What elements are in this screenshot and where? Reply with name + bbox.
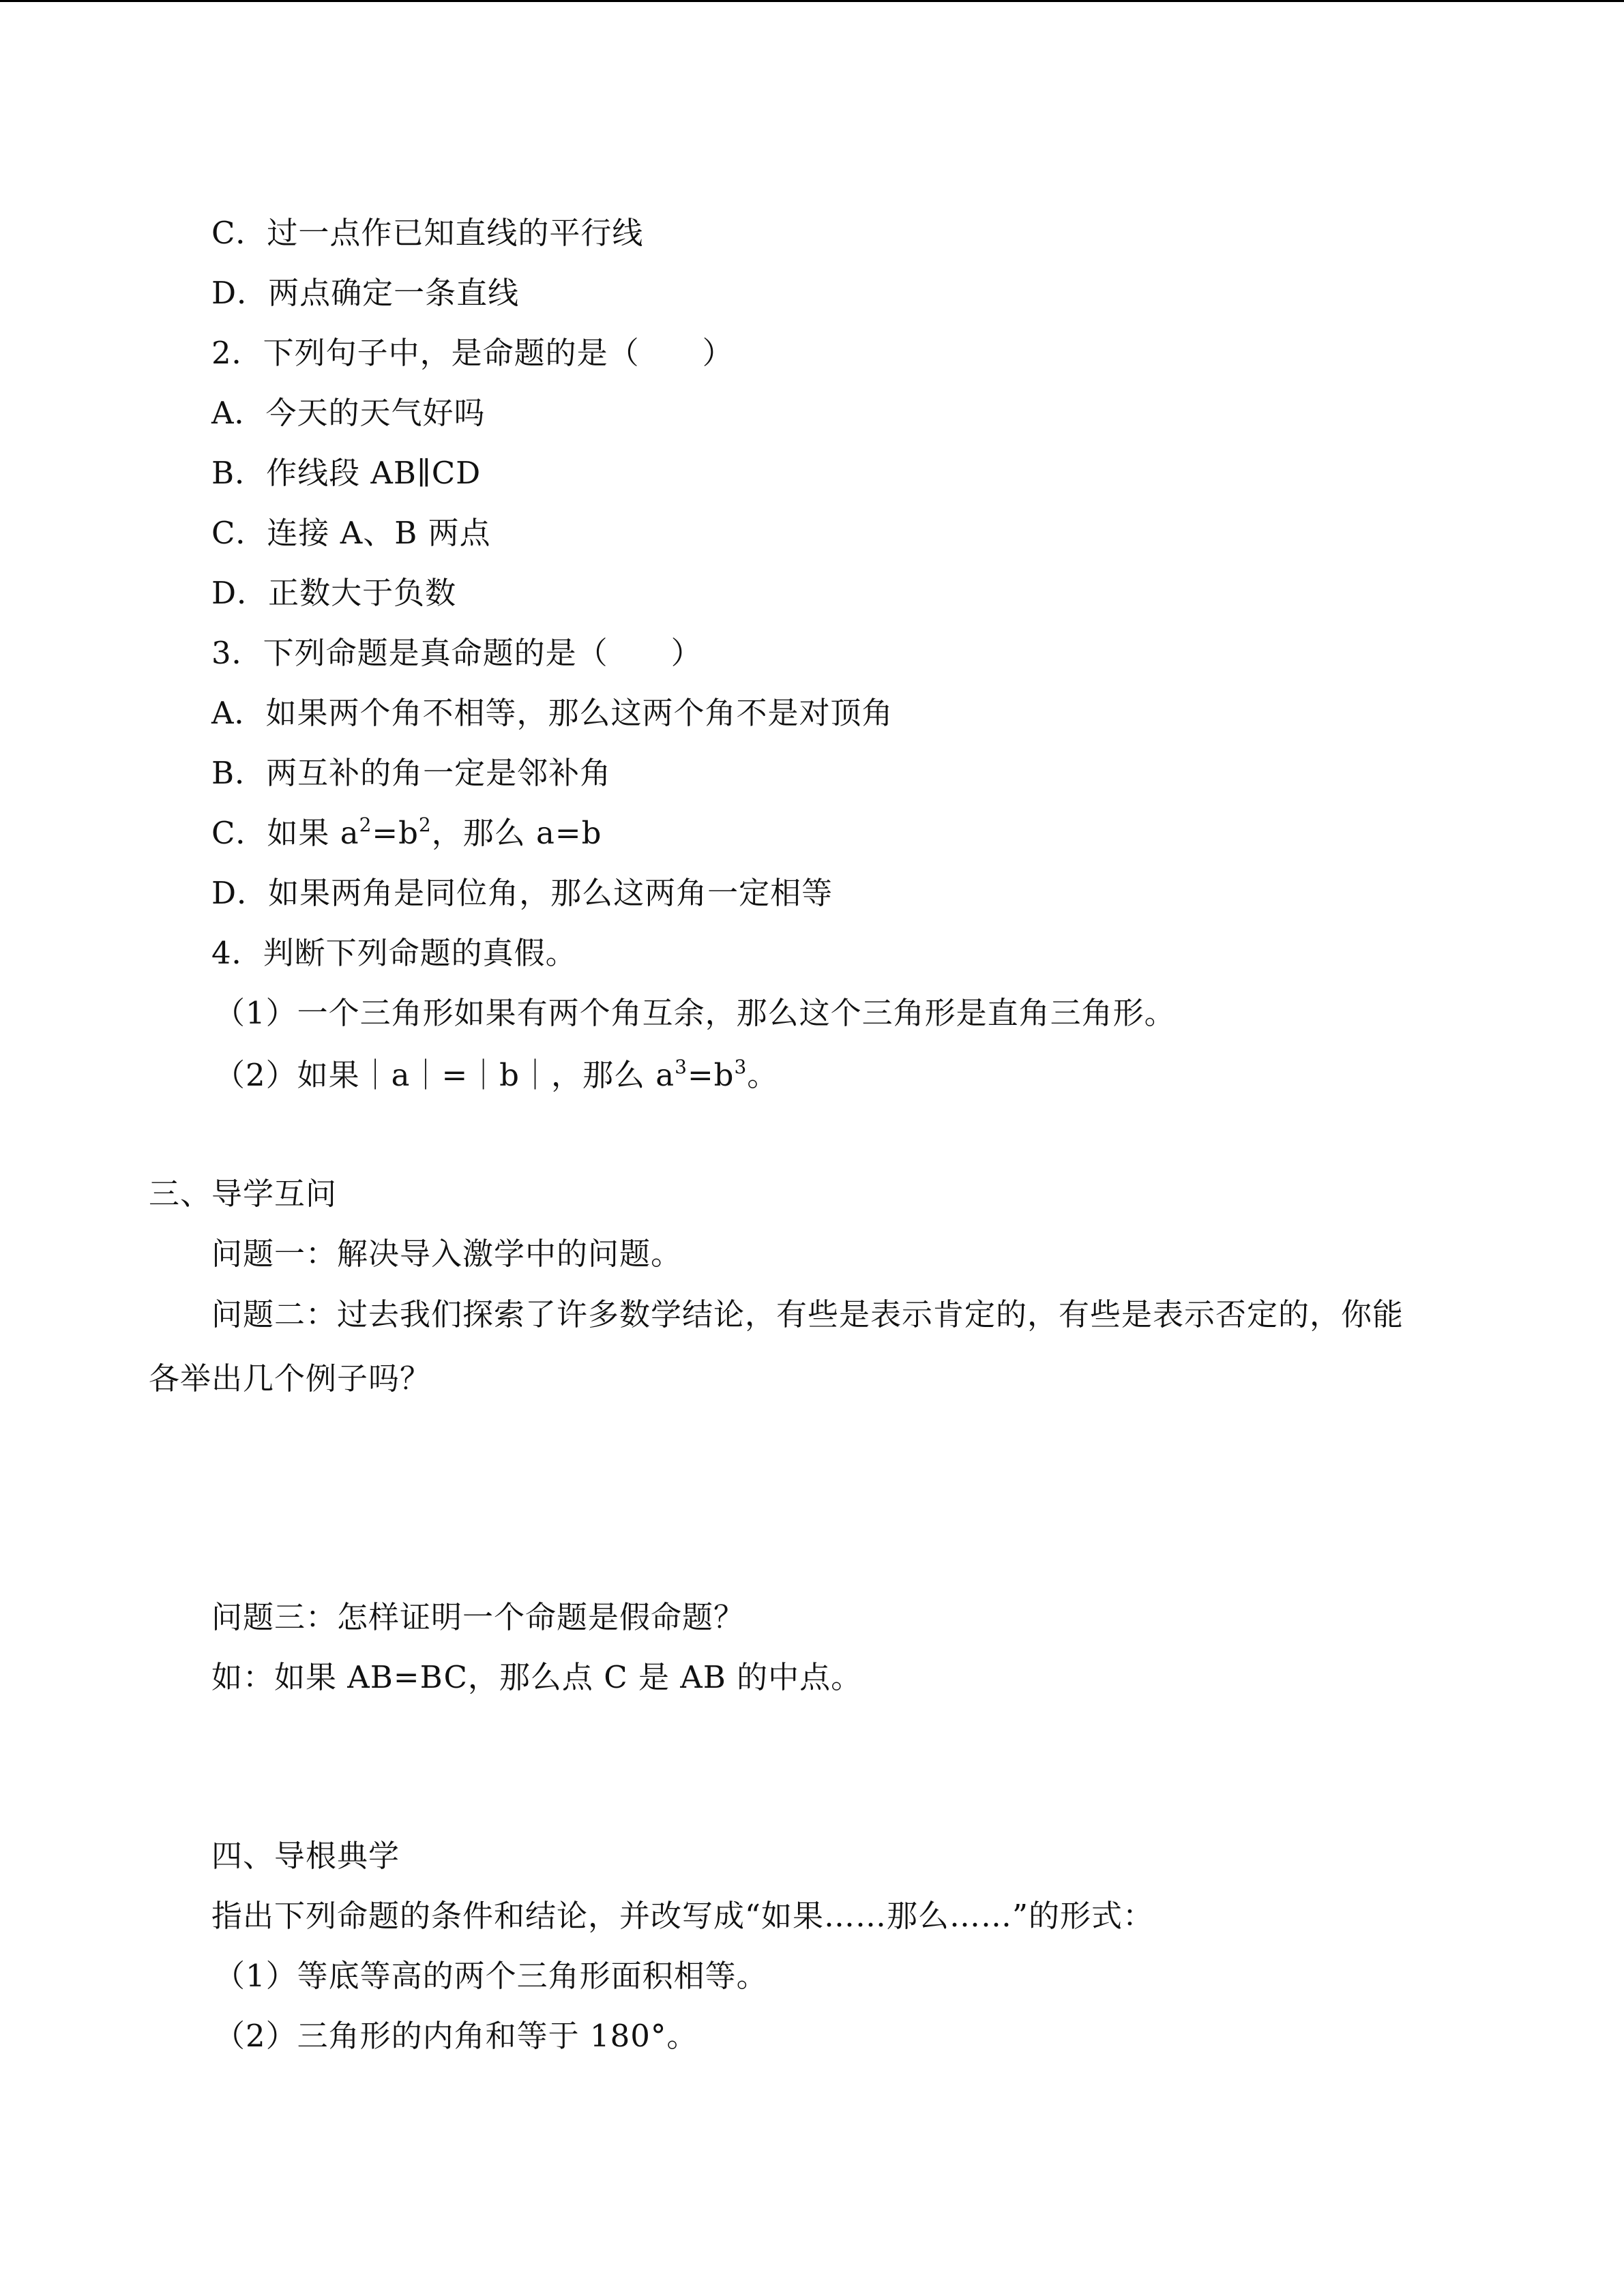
q3-option-c-prefix: C．如果 a [211,815,359,851]
q3-option-d: D．如果两角是同位角，那么这两角一定相等 [211,875,833,911]
section-3-problem-3: 问题三：怎样证明一个命题是假命题？ [211,1599,745,1635]
section-3-heading: 三、导学互问 [149,1176,338,1212]
q4-item-2-exponent-1: 3 [675,1056,688,1078]
q1-option-d: D．两点确定一条直线 [211,275,520,311]
q3-option-c-suffix: ，那么 a=b [431,815,602,851]
section-4-instruction: 指出下列命题的条件和结论，并改写成“如果……那么……”的形式： [211,1898,1155,1934]
section-4-heading: 四、导根典学 [211,1838,400,1874]
q4-stem: 4．判断下列命题的真假。 [211,935,577,971]
q4-item-2-mid: =b [687,1057,735,1093]
q4-item-2-exponent-2: 3 [734,1056,748,1078]
top-border-rule [0,0,1624,2]
q3-option-c-mid: =b [372,815,419,851]
q3-stem: 3．下列命题是真命题的是（ ） [211,635,703,671]
section-3-example: 如：如果 AB=BC，那么点 C 是 AB 的中点。 [211,1659,863,1695]
section-4-item-1: （1）等底等高的两个三角形面积相等。 [214,1958,768,1994]
q2-option-a: A．今天的天气好吗 [211,395,486,431]
q3-option-b: B．两互补的角一定是邻补角 [211,755,612,791]
q4-item-1: （1）一个三角形如果有两个角互余，那么这个三角形是直角三角形。 [214,995,1176,1031]
q2-stem: 2．下列句子中，是命题的是（ ） [211,335,734,371]
q3-option-c-exponent-1: 2 [359,814,372,836]
q3-option-c-exponent-2: 2 [418,814,432,836]
q1-option-c: C．过一点作已知直线的平行线 [211,215,644,251]
q4-item-2-suffix: 。 [747,1057,779,1093]
q2-option-d: D．正数大于负数 [211,575,457,611]
section-3-problem-2-line-2: 各举出几个例子吗？ [149,1360,432,1397]
section-3-problem-2-line-1: 问题二：过去我们探索了许多数学结论，有些是表示肯定的，有些是表示否定的，你能 [211,1296,1404,1332]
q4-item-2 [214,1055,778,1096]
q2-option-c: C．连接 A、B 两点 [211,515,491,551]
section-4-item-2: （2）三角形的内角和等于 180°。 [214,2018,698,2054]
q3-option-c [211,813,602,854]
q2-option-b: B．作线段 AB∥CD [211,455,482,491]
q3-option-a: A．如果两个角不相等，那么这两个角不是对顶角 [211,695,894,731]
q4-item-2-prefix: （2）如果｜a｜=｜b｜，那么 a [214,1057,675,1093]
section-3-problem-1: 问题一：解决导入激学中的问题。 [211,1236,683,1272]
